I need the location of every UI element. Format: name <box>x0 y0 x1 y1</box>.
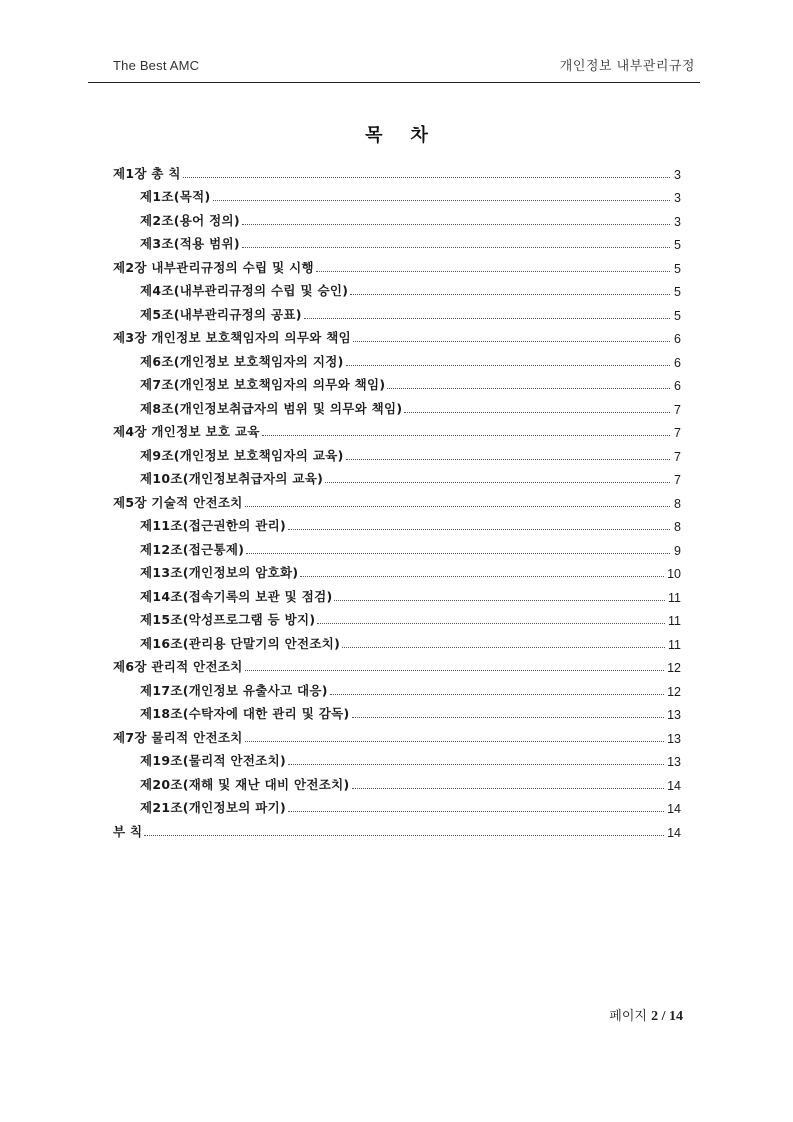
toc-dot-leader <box>245 670 664 671</box>
toc-entry-label: 제3조(적용 범위) <box>140 236 240 251</box>
toc-chapter-entry <box>113 487 681 511</box>
toc-entry-page: 12 <box>667 661 681 675</box>
toc-dot-leader <box>317 623 665 624</box>
toc-article-entry <box>113 558 681 582</box>
toc-article-entry <box>113 440 681 464</box>
toc-dot-leader <box>245 506 670 507</box>
toc-entry-page: 13 <box>667 708 681 722</box>
toc-dot-leader <box>213 200 670 201</box>
header-divider <box>88 82 700 83</box>
table-of-contents <box>113 158 681 840</box>
toc-entry-label: 제9조(개인정보 보호책임자의 교육) <box>140 447 344 463</box>
toc-entry-label: 제14조(접속기록의 보관 및 점검) <box>140 588 333 604</box>
toc-chapter-entry <box>113 652 681 676</box>
toc-article-entry <box>113 299 681 323</box>
toc-chapter-entry <box>113 417 681 441</box>
toc-article-entry <box>113 628 681 652</box>
toc-article-entry <box>113 370 681 394</box>
toc-article-entry <box>113 182 681 206</box>
toc-entry-label: 제2장 내부관리규정의 수립 및 시행 <box>113 259 314 275</box>
toc-dot-leader <box>183 177 670 178</box>
toc-dot-leader <box>404 412 670 413</box>
toc-chapter-entry <box>113 323 681 347</box>
toc-dot-leader <box>346 459 670 460</box>
toc-article-entry <box>113 229 681 253</box>
toc-dot-leader <box>288 529 670 530</box>
footer-page-number: 2 / 14 <box>651 1009 683 1024</box>
toc-article-entry <box>113 511 681 535</box>
toc-dot-leader <box>246 553 670 554</box>
toc-dot-leader <box>300 576 664 577</box>
toc-chapter-entry <box>113 722 681 746</box>
toc-entry-label: 제17조(개인정보 유출사고 대응) <box>140 682 328 698</box>
toc-article-entry <box>113 464 681 488</box>
toc-entry-label: 제19조(물리적 안전조치) <box>140 753 287 768</box>
toc-dot-leader <box>262 435 670 436</box>
toc-entry-page: 5 <box>674 308 681 323</box>
toc-entry-page: 8 <box>674 520 681 534</box>
toc-entry-page: 7 <box>674 449 681 464</box>
toc-dot-leader <box>288 811 664 812</box>
toc-dot-leader <box>316 271 670 272</box>
header-document-title: 개인정보 내부관리규정 <box>559 59 695 74</box>
toc-entry-page: 11 <box>668 637 681 652</box>
toc-dot-leader <box>387 388 670 389</box>
toc-entry-label: 부 칙 <box>113 823 143 839</box>
toc-dot-leader <box>304 318 670 319</box>
toc-chapter-entry <box>113 816 681 840</box>
toc-entry-label: 제3장 개인정보 보호책임자의 의무와 책임 <box>113 330 351 345</box>
toc-dot-leader <box>325 482 670 483</box>
toc-dot-leader <box>346 365 670 366</box>
toc-entry-page: 5 <box>674 261 681 276</box>
toc-entry-page: 14 <box>667 802 681 816</box>
toc-entry-page: 6 <box>674 379 681 393</box>
toc-dot-leader <box>342 647 665 648</box>
toc-entry-page: 14 <box>667 778 681 793</box>
toc-entry-label: 제1조(목적) <box>140 189 211 204</box>
toc-dot-leader <box>245 741 664 742</box>
toc-article-entry <box>113 675 681 699</box>
toc-entry-label: 제1장 총 칙 <box>113 165 181 181</box>
toc-entry-page: 12 <box>667 684 681 699</box>
toc-dot-leader <box>352 788 665 789</box>
toc-entry-page: 5 <box>674 238 681 252</box>
toc-entry-page: 7 <box>674 426 681 440</box>
toc-article-entry <box>113 205 681 229</box>
toc-entry-label: 제2조(용어 정의) <box>140 212 240 228</box>
toc-dot-leader <box>334 600 665 601</box>
toc-article-entry <box>113 699 681 723</box>
toc-entry-label: 제18조(수탁자에 대한 관리 및 감독) <box>140 706 350 721</box>
toc-entry-label: 제20조(재해 및 재난 대비 안전조치) <box>140 776 350 792</box>
toc-entry-label: 제7조(개인정보 보호책임자의 의무와 책임) <box>140 377 386 392</box>
toc-dot-leader <box>350 294 670 295</box>
toc-entry-page: 8 <box>674 496 681 511</box>
toc-entry-page: 7 <box>674 402 681 417</box>
toc-dot-leader <box>330 694 664 695</box>
header-company-name: The Best AMC <box>113 58 200 73</box>
toc-article-entry <box>113 276 681 300</box>
footer-page-label: 페이지 <box>609 1009 647 1024</box>
toc-entry-label: 제8조(개인정보취급자의 범위 및 의무와 책임) <box>140 400 403 416</box>
toc-article-entry <box>113 769 681 793</box>
toc-entry-label: 제5조(내부관리규정의 공표) <box>140 306 302 322</box>
toc-entry-page: 3 <box>674 214 681 229</box>
toc-article-entry <box>113 746 681 770</box>
toc-article-entry <box>113 534 681 558</box>
toc-entry-label: 제21조(개인정보의 파기) <box>140 800 287 815</box>
toc-entry-page: 11 <box>668 590 681 605</box>
footer-page-indicator <box>609 1005 683 1025</box>
toc-entry-label: 제15조(악성프로그램 등 방지) <box>140 612 316 627</box>
toc-entry-page: 11 <box>668 614 681 628</box>
toc-article-entry <box>113 346 681 370</box>
toc-entry-page: 9 <box>674 543 681 558</box>
toc-entry-page: 6 <box>674 355 681 370</box>
toc-entry-page: 13 <box>667 731 681 746</box>
toc-entry-page: 6 <box>674 332 681 346</box>
toc-entry-page: 13 <box>667 755 681 769</box>
toc-entry-label: 제13조(개인정보의 암호화) <box>140 565 299 580</box>
toc-entry-label: 제10조(개인정보취급자의 교육) <box>140 471 324 486</box>
toc-dot-leader <box>144 835 664 836</box>
toc-entry-page: 3 <box>674 167 681 182</box>
toc-article-entry <box>113 793 681 817</box>
toc-chapter-entry <box>113 252 681 276</box>
toc-entry-label: 제11조(접근권한의 관리) <box>140 518 287 533</box>
toc-dot-leader <box>353 341 670 342</box>
toc-title: 목차 <box>365 125 456 146</box>
toc-entry-page: 5 <box>674 285 681 299</box>
toc-entry-label: 제4장 개인정보 보호 교육 <box>113 424 260 439</box>
toc-article-entry <box>113 581 681 605</box>
toc-article-entry <box>113 393 681 417</box>
toc-dot-leader <box>352 717 665 718</box>
toc-chapter-entry <box>113 158 681 182</box>
toc-entry-page: 14 <box>667 825 681 840</box>
toc-entry-page: 3 <box>674 191 681 205</box>
toc-entry-label: 제6조(개인정보 보호책임자의 지정) <box>140 353 344 369</box>
toc-dot-leader <box>242 247 670 248</box>
toc-entry-page: 7 <box>674 473 681 487</box>
toc-dot-leader <box>288 764 664 765</box>
toc-dot-leader <box>242 224 670 225</box>
toc-entry-label: 제6장 관리적 안전조치 <box>113 659 243 674</box>
toc-entry-page: 10 <box>667 567 681 581</box>
toc-entry-label: 제7장 물리적 안전조치 <box>113 729 243 745</box>
toc-article-entry <box>113 605 681 629</box>
toc-entry-label: 제12조(접근통제) <box>140 541 245 557</box>
toc-entry-label: 제5장 기술적 안전조치 <box>113 494 243 510</box>
toc-entry-label: 제4조(내부관리규정의 수립 및 승인) <box>140 283 349 298</box>
toc-entry-label: 제16조(관리용 단말기의 안전조치) <box>140 635 341 651</box>
